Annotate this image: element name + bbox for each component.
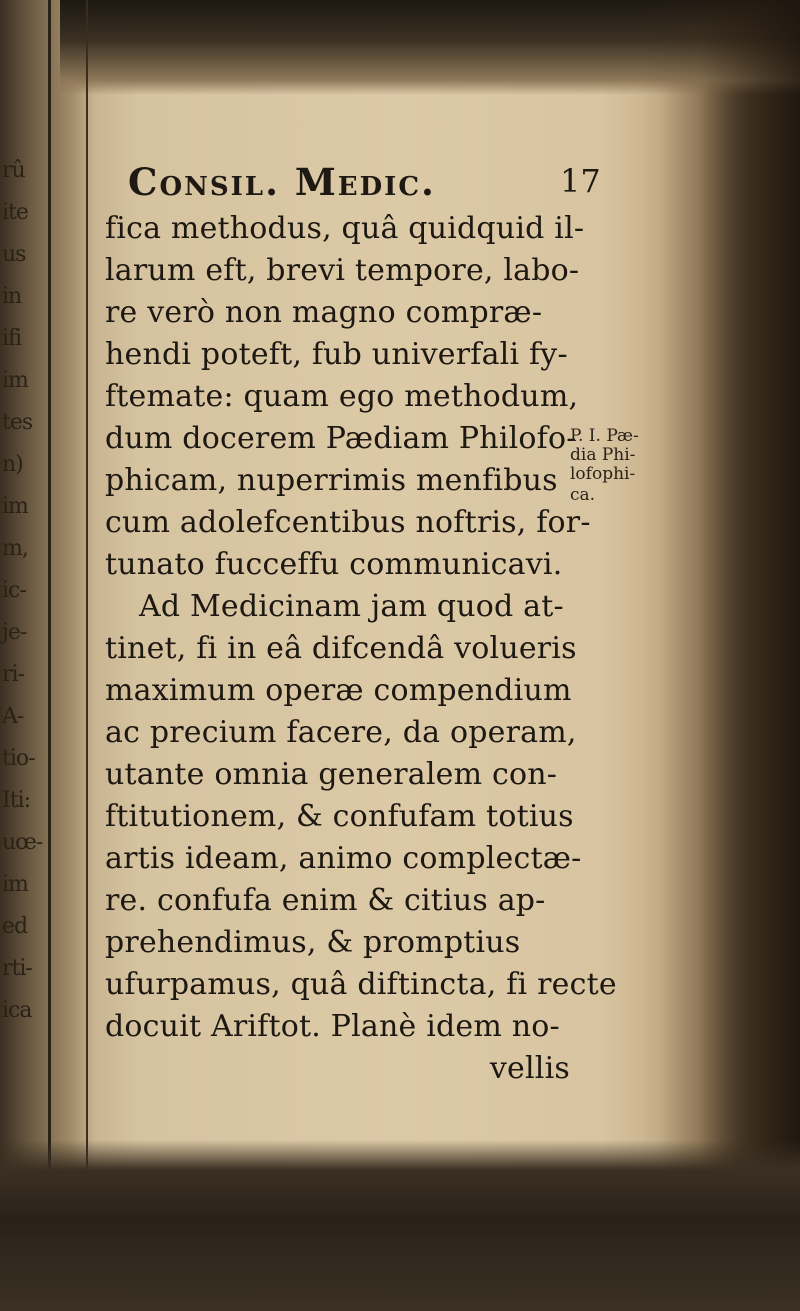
margin-fragment: rû <box>2 158 25 183</box>
margin-fragment: us <box>2 242 26 267</box>
margin-fragment: m, <box>2 536 28 561</box>
text-line: prehendimus, & promptius <box>105 925 521 960</box>
margin-fragment: ite <box>2 200 28 225</box>
text-line: ac precium facere, da operam, <box>105 715 577 750</box>
text-line: artis ideam, animo complectæ- <box>105 841 582 876</box>
side-note-line: ca. <box>570 485 596 505</box>
margin-fragment: n) <box>2 452 23 477</box>
text-line: dum docerem Pædiam Philofo- <box>105 421 577 456</box>
text-line: tunato fucceffu communicavi. <box>105 547 563 582</box>
margin-fragment: ic- <box>2 578 26 603</box>
text-line: ftemate: quam ego methodum, <box>105 379 579 414</box>
page-bottom-shadow <box>0 1140 800 1311</box>
margin-fragment: ifi <box>2 326 22 351</box>
margin-fragment: in <box>2 284 22 309</box>
text-line: utante omnia generalem con- <box>105 757 558 792</box>
column-rule <box>86 0 88 1311</box>
text-line: re verò non magno compræ- <box>105 295 543 330</box>
margin-fragment: ica <box>2 998 32 1023</box>
facing-page-fragments <box>0 150 70 1100</box>
text-line: re. confufa enim & citius ap- <box>105 883 546 918</box>
margin-fragment: ri- <box>2 662 24 687</box>
text-line: phicam, nuperrimis menfibus <box>105 463 558 498</box>
text-line: ftitutionem, & confufam totius <box>105 799 574 834</box>
text-line: larum eft, brevi tempore, labo- <box>105 253 580 288</box>
margin-fragment: tes <box>2 410 33 435</box>
text-line: hendi poteft, fub univerfali fy- <box>105 337 568 372</box>
text-line: Ad Medicinam jam quod at- <box>139 589 564 624</box>
margin-fragment: rti- <box>2 956 32 981</box>
margin-fragment: uœ- <box>2 830 43 855</box>
side-note-line: dia Phi- <box>570 445 636 465</box>
text-line: tinet, fi in eâ difcendâ volueris <box>105 631 577 666</box>
text-line: maximum operæ compendium <box>105 673 572 708</box>
margin-fragment: im <box>2 494 28 519</box>
page-header <box>128 160 688 208</box>
text-line: cum adolefcentibus noftris, for- <box>105 505 591 540</box>
side-note-line: P. I. Pæ- <box>570 426 639 446</box>
margin-fragment: tio- <box>2 746 35 771</box>
page-number: 17 <box>560 162 601 200</box>
margin-fragment: A- <box>2 704 24 729</box>
margin-fragment: im <box>2 368 28 393</box>
side-note-line: lofophi- <box>570 464 636 484</box>
body-text <box>105 208 625 1090</box>
margin-fragment: Iti: <box>2 788 30 813</box>
catchword: vellis <box>489 1051 570 1086</box>
text-line: ufurpamus, quâ diftincta, fi recte <box>105 967 617 1002</box>
margin-fragment: je- <box>2 620 27 645</box>
text-line: docuit Ariftot. Planè idem no- <box>105 1009 560 1044</box>
margin-fragment: im <box>2 872 28 897</box>
margin-fragment: ed <box>2 914 28 939</box>
running-head: Consil. Medic. <box>128 160 436 204</box>
text-line: fica methodus, quâ quidquid il- <box>105 211 585 246</box>
